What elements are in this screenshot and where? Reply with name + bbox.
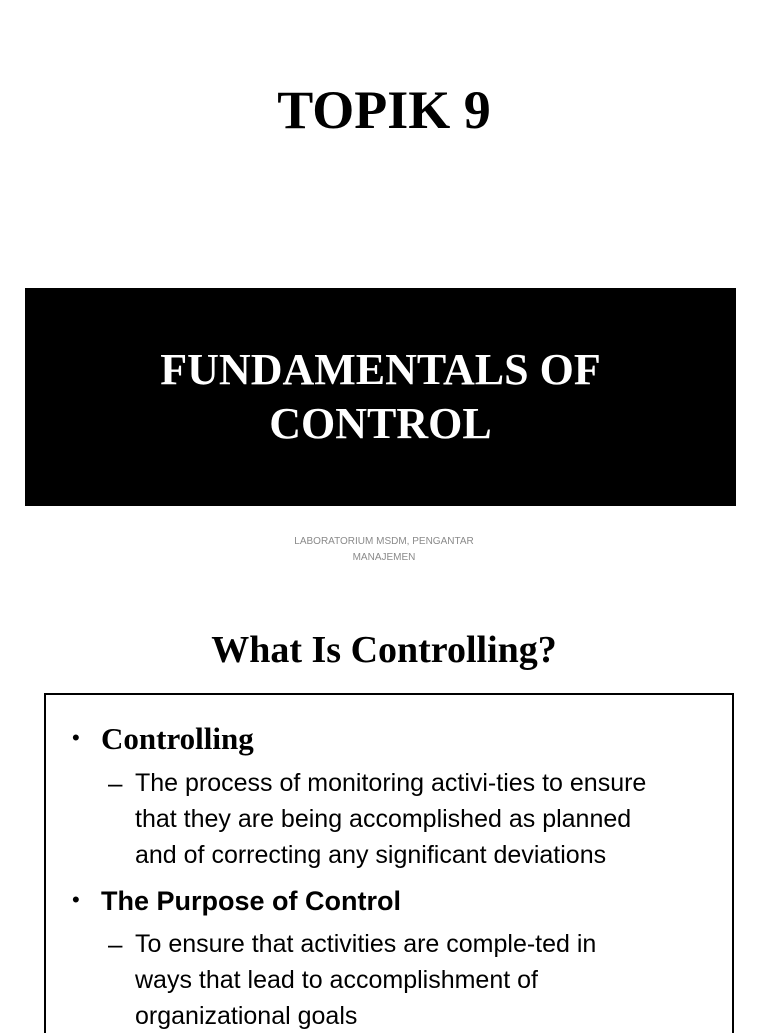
- definition-line: ways that lead to accomplishment of: [135, 966, 538, 994]
- sub-bullet-marker: –: [108, 929, 123, 959]
- definition-line: that they are being accomplished as planned: [135, 805, 632, 833]
- bullet-marker: •: [72, 725, 80, 750]
- banner-title: FUNDAMENTALS OF CONTROL: [160, 345, 601, 448]
- topic-title: TOPIK 9: [277, 80, 491, 140]
- sub-bullet-marker: –: [108, 768, 123, 798]
- definition-line: The process of monitoring activi-ties to ensure: [135, 769, 647, 797]
- bullet-heading-purpose: The Purpose of Control: [101, 886, 401, 916]
- content-box: [44, 693, 734, 1033]
- definition-line: To ensure that activities are comple-ted in: [135, 930, 597, 958]
- footer-line-1: LABORATORIUM MSDM, PENGANTAR: [294, 536, 474, 547]
- footer-line-2: MANAJEMEN: [352, 552, 416, 563]
- bullet-marker: •: [72, 887, 80, 912]
- title-banner: [25, 288, 736, 506]
- purpose-definition: [135, 926, 725, 1034]
- definition-line: and of correcting any significant deviations: [135, 841, 607, 869]
- slide-footer: [0, 534, 768, 566]
- controlling-definition: [135, 765, 725, 873]
- definition-line: organizational goals: [135, 1002, 358, 1030]
- bullet-heading-controlling: Controlling: [101, 721, 254, 756]
- slide-title: What Is Controlling?: [211, 629, 557, 671]
